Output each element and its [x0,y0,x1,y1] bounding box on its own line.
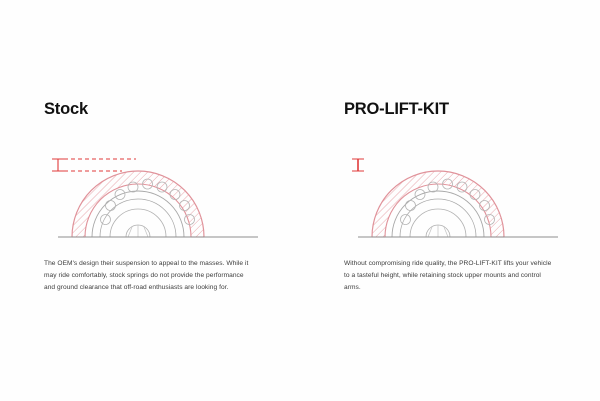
pro-lift-kit-measurement-indicator [352,159,364,171]
stock-measurement-indicator [52,159,136,171]
panel-pro-lift-kit-caption: Without compromising ride quality, the PRO-LIFT-KIT lifts your vehicle to a tasteful height, while retaining stock upper mounts and control arms. [344,259,552,292]
stock-tire-diagram [44,134,268,244]
panel-stock-title: Stock [44,100,88,118]
panel-stock-content [44,100,268,301]
panel-pro-lift-kit-title: PRO-LIFT-KIT [344,100,449,118]
panel-pro-lift-kit [300,0,600,401]
panel-stock-caption: The OEM's design their suspension to appeal to the masses. While it may ride comfortably, stock springs do not provide the performance and ground clearance that off-road enthusiasts are looking for. [44,259,249,292]
pro-lift-kit-tire-diagram [344,134,568,244]
panel-pro-lift-kit-content [344,100,568,301]
